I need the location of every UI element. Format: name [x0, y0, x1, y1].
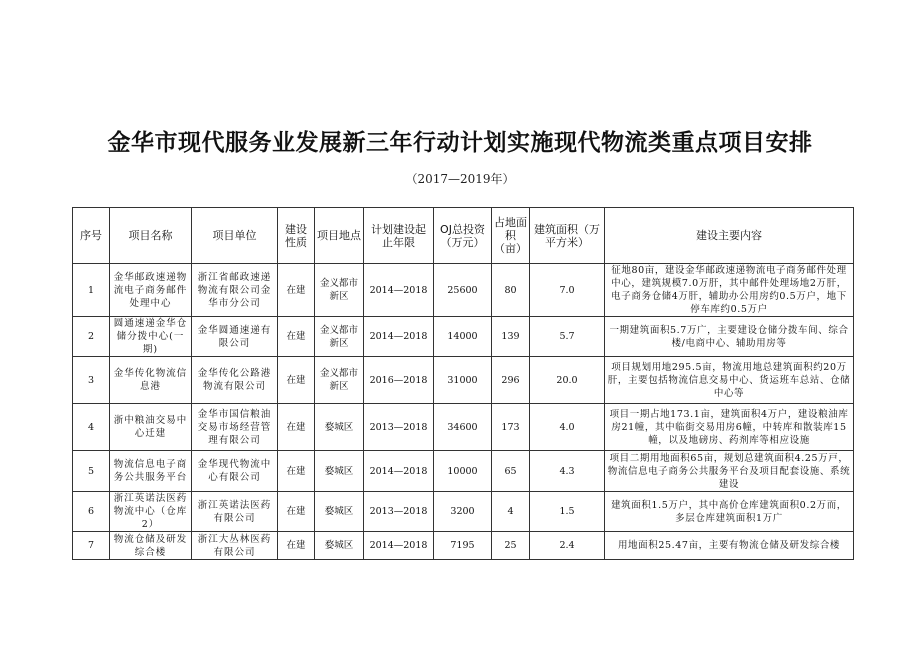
header-row — [73, 208, 854, 264]
cell-unit: 浙江省邮政速递物流有限公司金华市分公司 — [192, 264, 278, 317]
table-row — [73, 492, 854, 532]
header-seq: 序号 — [73, 208, 110, 264]
cell-status: 在建 — [278, 264, 315, 317]
cell-location: 金义都市新区 — [315, 357, 364, 404]
header-floor: 建筑面积（万平方米） — [530, 208, 605, 264]
cell-floor: 7.0 — [530, 264, 605, 317]
cell-seq: 5 — [73, 451, 110, 492]
cell-status: 在建 — [278, 357, 315, 404]
cell-unit: 金华现代物流中心有限公司 — [192, 451, 278, 492]
cell-status: 在建 — [278, 451, 315, 492]
cell-land: 25 — [492, 532, 530, 560]
table-row — [73, 451, 854, 492]
cell-name: 金华邮政速递物流电子商务邮件处理中心 — [110, 264, 192, 317]
header-unit: 项目单位 — [192, 208, 278, 264]
page-subtitle: （2017—2019年） — [405, 172, 515, 186]
cell-floor: 5.7 — [530, 317, 605, 357]
cell-name: 物流信息电子商务公共服务平台 — [110, 451, 192, 492]
cell-content: 一期建筑面积5.7万广，主要建设仓储分拨车间、综合楼/电商中心、辅助用房等 — [605, 317, 854, 357]
cell-name: 圆通速递金华仓储分拨中心(一期) — [110, 317, 192, 357]
cell-status: 在建 — [278, 532, 315, 560]
header-content: 建设主要内容 — [605, 208, 854, 264]
cell-investment: 7195 — [434, 532, 492, 560]
cell-seq: 6 — [73, 492, 110, 532]
cell-name: 浙中粮油交易中心迁建 — [110, 404, 192, 451]
cell-land: 4 — [492, 492, 530, 532]
cell-investment: 3200 — [434, 492, 492, 532]
header-investment: OJ总投资（万元） — [434, 208, 492, 264]
table-row — [73, 264, 854, 317]
cell-floor: 20.0 — [530, 357, 605, 404]
cell-name: 浙江英诺法医药物流中心（仓库2） — [110, 492, 192, 532]
cell-land: 173 — [492, 404, 530, 451]
cell-period: 2014—2018 — [364, 451, 434, 492]
cell-content: 项目一期占地173.1亩，建筑面积4万户，建设粮油库房21幢，其中临街交易用房6幢，中转库和散装库15幢，以及地磅房、药剂库等相应设施 — [605, 404, 854, 451]
cell-investment: 10000 — [434, 451, 492, 492]
cell-floor: 1.5 — [530, 492, 605, 532]
cell-period: 2016—2018 — [364, 357, 434, 404]
cell-floor: 4.3 — [530, 451, 605, 492]
cell-status: 在建 — [278, 404, 315, 451]
cell-unit: 浙江英诺法医药有限公司 — [192, 492, 278, 532]
cell-seq: 1 — [73, 264, 110, 317]
cell-unit: 浙江大丛林医药有限公司 — [192, 532, 278, 560]
cell-period: 2013—2018 — [364, 492, 434, 532]
cell-name: 物流仓储及研发综合楼 — [110, 532, 192, 560]
cell-period: 2013—2018 — [364, 404, 434, 451]
table-row — [73, 357, 854, 404]
cell-seq: 3 — [73, 357, 110, 404]
cell-investment: 34600 — [434, 404, 492, 451]
cell-unit: 金华圆通速递有限公司 — [192, 317, 278, 357]
cell-location: 婺城区 — [315, 492, 364, 532]
cell-location: 婺城区 — [315, 451, 364, 492]
header-status: 建设性质 — [278, 208, 315, 264]
cell-location: 婺城区 — [315, 404, 364, 451]
cell-content: 征地80亩，建设金华邮政速递物流电子商务邮件处理中心，建筑规模7.0万肝，其中邮件处理场地2万肝，电子商务仓储4万肝，辅助办公用房约0.5万户，地下停车库约0.5万户 — [605, 264, 854, 317]
cell-land: 296 — [492, 357, 530, 404]
cell-status: 在建 — [278, 317, 315, 357]
cell-name: 金华传化物流信息港 — [110, 357, 192, 404]
cell-investment: 14000 — [434, 317, 492, 357]
cell-investment: 25600 — [434, 264, 492, 317]
cell-period: 2014—2018 — [364, 532, 434, 560]
cell-unit: 金华传化公路港物流有限公司 — [192, 357, 278, 404]
cell-land: 65 — [492, 451, 530, 492]
cell-investment: 31000 — [434, 357, 492, 404]
header-name: 项目名称 — [110, 208, 192, 264]
cell-status: 在建 — [278, 492, 315, 532]
cell-location: 金义都市新区 — [315, 264, 364, 317]
cell-seq: 7 — [73, 532, 110, 560]
table-row — [73, 532, 854, 560]
cell-land: 80 — [492, 264, 530, 317]
cell-content: 用地面积25.47亩，主要有物流仓储及研发综合楼 — [605, 532, 854, 560]
cell-land: 139 — [492, 317, 530, 357]
table-row — [73, 317, 854, 357]
cell-floor: 4.0 — [530, 404, 605, 451]
header-period: 计划建设起止年限 — [364, 208, 434, 264]
project-table — [72, 207, 854, 560]
header-location: 项目地点 — [315, 208, 364, 264]
cell-floor: 2.4 — [530, 532, 605, 560]
cell-content: 项目二期用地面积65亩，规划总建筑面积4.25万戸，物流信息电子商务公共服务平台及项目配套设施、系统建设 — [605, 451, 854, 492]
cell-location: 婺城区 — [315, 532, 364, 560]
header-land: 占地面积（亩） — [492, 208, 530, 264]
cell-content: 项目规划用地295.5亩，物流用地总建筑面积约20万肝，主要包括物流信息交易中心、货运班车总站、仓储中心等 — [605, 357, 854, 404]
cell-period: 2014—2018 — [364, 264, 434, 317]
table-row — [73, 404, 854, 451]
cell-seq: 2 — [73, 317, 110, 357]
cell-content: 建筑面积1.5万户，其中高价仓库建筑面积0.2万而，多层仓库建筑面积1万广 — [605, 492, 854, 532]
cell-period: 2014—2018 — [364, 317, 434, 357]
cell-location: 金义都市新区 — [315, 317, 364, 357]
cell-unit: 金华市国信粮油交易市场经营管理有限公司 — [192, 404, 278, 451]
page-title: 金华市现代服务业发展新三年行动计划实施现代物流类重点项目安排 — [107, 130, 813, 156]
cell-seq: 4 — [73, 404, 110, 451]
